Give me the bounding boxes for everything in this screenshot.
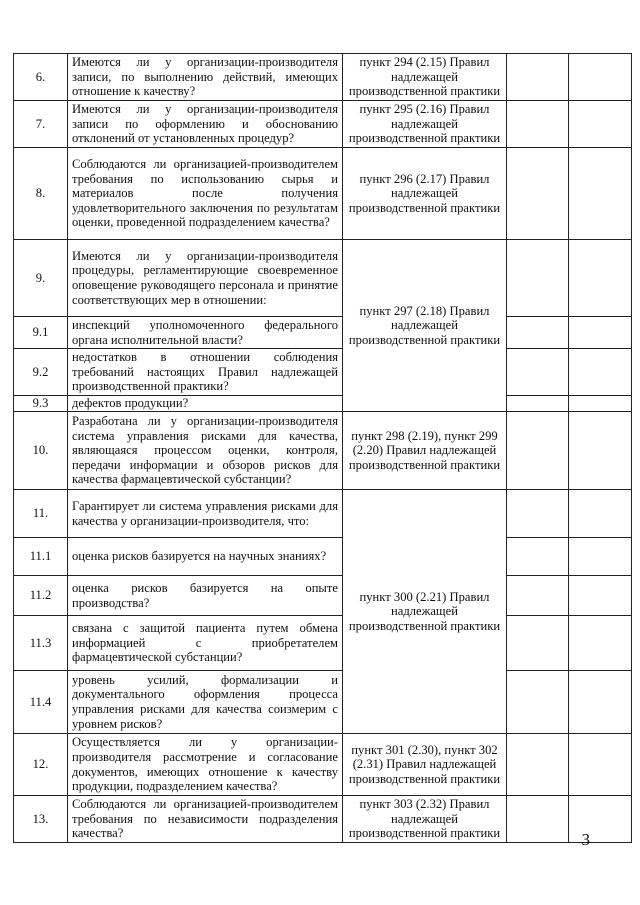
table-row (14, 538, 632, 576)
answer-cell (507, 412, 569, 490)
note-cell (569, 148, 632, 240)
answer-cell (507, 671, 569, 734)
question-text: оценка рисков базируется на опыте производства? (68, 576, 343, 616)
note-cell (569, 317, 632, 349)
row-number: 9.3 (14, 396, 68, 412)
row-number: 11.3 (14, 616, 68, 671)
regulation-reference: пункт 296 (2.17) Правил надлежащей производственной практики (343, 148, 507, 240)
table-row (14, 317, 632, 349)
answer-cell (507, 538, 569, 576)
table-row (14, 101, 632, 148)
question-text: Гарантирует ли система управления рисками для качества у организации-производителя, что: (68, 490, 343, 538)
regulation-reference: пункт 301 (2.30), пункт 302 (2.31) Правил надлежащей производственной практики (343, 734, 507, 796)
note-cell (569, 396, 632, 412)
regulation-reference: пункт 303 (2.32) Правил надлежащей производственной практики (343, 796, 507, 843)
table-row (14, 734, 632, 796)
regulation-reference: пункт 300 (2.21) Правил надлежащей производственной практики (343, 490, 507, 734)
question-text: Соблюдаются ли организацией-производителем требования по использованию сырья и материалов после получения удовлетворительного заключения по результатам оценки, проведенной подразделением качества? (68, 148, 343, 240)
table-row (14, 616, 632, 671)
note-cell (569, 490, 632, 538)
regulation-reference: пункт 298 (2.19), пункт 299 (2.20) Правил надлежащей производственной практики (343, 412, 507, 490)
answer-cell (507, 490, 569, 538)
note-cell (569, 412, 632, 490)
question-text: связана с защитой пациента путем обмена информацией с приобретателем фармацевтической субстанции? (68, 616, 343, 671)
row-number: 11. (14, 490, 68, 538)
note-cell (569, 671, 632, 734)
question-text: уровень усилий, формализации и документального оформления процесса управления рисками для качества соизмерим с уровнем рисков? (68, 671, 343, 734)
note-cell (569, 616, 632, 671)
question-text: инспекций уполномоченного федерального органа исполнительной власти? (68, 317, 343, 349)
note-cell (569, 101, 632, 148)
row-number: 8. (14, 148, 68, 240)
answer-cell (507, 240, 569, 317)
row-number: 9.1 (14, 317, 68, 349)
note-cell (569, 538, 632, 576)
row-number: 10. (14, 412, 68, 490)
regulation-reference: пункт 295 (2.16) Правил надлежащей производственной практики (343, 101, 507, 148)
row-number: 11.2 (14, 576, 68, 616)
question-text: Имеются ли у организации-производителя процедуры, регламентирующие своевременное оповещение руководящего персонала и принятие соответствующих мер в отношении: (68, 240, 343, 317)
answer-cell (507, 396, 569, 412)
question-text: Осуществляется ли у организации-производителя рассмотрение и согласование документов, имеющих отношение к качеству продукции, подразделением качества? (68, 734, 343, 796)
question-text: дефектов продукции? (68, 396, 343, 412)
question-text: оценка рисков базируется на научных знаниях? (68, 538, 343, 576)
question-text: Имеются ли у организации-производителя записи по оформлению и обоснованию отклонений от установленных процедур? (68, 101, 343, 148)
table-row (14, 396, 632, 412)
regulation-reference: пункт 294 (2.15) Правил надлежащей производственной практики (343, 54, 507, 101)
row-number: 13. (14, 796, 68, 843)
table-row (14, 490, 632, 538)
table-row (14, 54, 632, 101)
regulation-reference: пункт 297 (2.18) Правил надлежащей производственной практики (343, 240, 507, 412)
answer-cell (507, 576, 569, 616)
table-row (14, 412, 632, 490)
note-cell (569, 240, 632, 317)
note-cell (569, 576, 632, 616)
row-number: 7. (14, 101, 68, 148)
row-number: 6. (14, 54, 68, 101)
note-cell (569, 796, 632, 843)
checklist-table (13, 53, 632, 843)
answer-cell (507, 349, 569, 396)
answer-cell (507, 734, 569, 796)
table-row (14, 576, 632, 616)
row-number: 9.2 (14, 349, 68, 396)
table-row (14, 796, 632, 843)
row-number: 11.1 (14, 538, 68, 576)
question-text: Имеются ли у организации-производителя записи, по выполнению действий, имеющих отношение к качеству? (68, 54, 343, 101)
table-row (14, 671, 632, 734)
row-number: 9. (14, 240, 68, 317)
answer-cell (507, 54, 569, 101)
page-number: 3 (581, 830, 590, 849)
note-cell (569, 734, 632, 796)
question-text: Соблюдаются ли организацией-производителем требования по независимости подразделения качества? (68, 796, 343, 843)
note-cell (569, 54, 632, 101)
question-text: Разработана ли у организации-производителя система управления рисками для качества, являющаяся процессом оценки, контроля, передачи информации и обзоров рисков для качества фармацевтической субстанции? (68, 412, 343, 490)
note-cell (569, 349, 632, 396)
answer-cell (507, 148, 569, 240)
question-text: недостатков в отношении соблюдения требований настоящих Правил надлежащей производственной практики? (68, 349, 343, 396)
row-number: 11.4 (14, 671, 68, 734)
table-row (14, 349, 632, 396)
answer-cell (507, 101, 569, 148)
answer-cell (507, 616, 569, 671)
answer-cell (507, 796, 569, 843)
table-row (14, 148, 632, 240)
table-row (14, 240, 632, 317)
row-number: 12. (14, 734, 68, 796)
answer-cell (507, 317, 569, 349)
